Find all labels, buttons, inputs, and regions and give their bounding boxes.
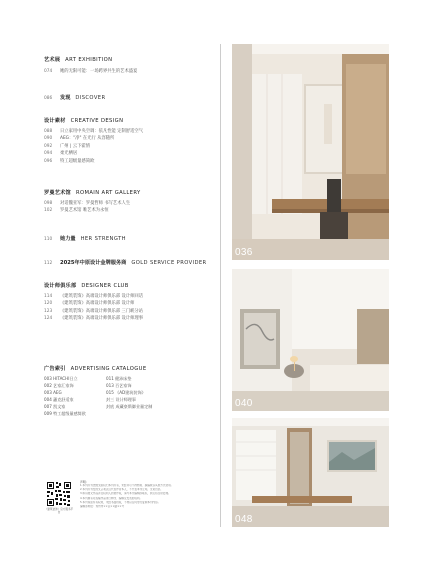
section-designer-club xyxy=(44,282,219,323)
ad-item[interactable]: 封底 成藏豪斯御业量定制 xyxy=(106,403,153,409)
qr-code[interactable] xyxy=(46,481,72,507)
section-her-strength[interactable] xyxy=(44,235,219,242)
entry-title: 特工超级量感简欧 xyxy=(60,158,95,164)
toc-entry[interactable] xyxy=(44,158,219,165)
ad-column-right xyxy=(106,376,152,411)
page-number-label: 036 xyxy=(235,247,253,258)
ad-column-left xyxy=(44,376,86,417)
entry-title: 柔光栖居 xyxy=(60,151,78,157)
interior-photo-image xyxy=(232,418,389,527)
section-discover[interactable] xyxy=(44,94,219,101)
page-number: 102 xyxy=(44,208,53,214)
section-title-cn: 她力量 xyxy=(60,236,76,242)
interior-photo-040[interactable] xyxy=(232,269,389,411)
section-creative-design xyxy=(44,117,219,165)
toc-entry[interactable] xyxy=(44,293,219,300)
section-art-exhibition xyxy=(44,56,219,75)
section-advertising-catalogue xyxy=(44,365,214,416)
page-number: 096 xyxy=(44,158,53,164)
page-number: 074 xyxy=(44,69,53,74)
section-title-en: GOLD SERVICE PROVIDER xyxy=(131,260,207,266)
section-title-en: DISCOVER xyxy=(75,95,106,101)
ad-item[interactable]: 013 百艺家饰 xyxy=(106,382,132,388)
ad-item[interactable]: 003 HITACHI日立 xyxy=(44,376,78,381)
statement-line: 5.本刊保留所有权利，未经书面授权，不得以任何形式复制本刊内容。 xyxy=(80,500,161,504)
page-number: 094 xyxy=(44,151,53,157)
page-number-label: 040 xyxy=(235,398,253,409)
page-number: 098 xyxy=(44,201,53,206)
toc-entry[interactable] xyxy=(44,315,219,322)
ad-item[interactable]: 009 特工超级量感简欧 xyxy=(44,410,86,416)
toc-entry[interactable] xyxy=(44,128,219,135)
toc-entry[interactable] xyxy=(44,207,219,214)
section-title xyxy=(44,365,214,372)
ad-item[interactable]: 封三 设计师理事 xyxy=(106,396,136,402)
interior-photo-image xyxy=(232,269,389,411)
ad-item[interactable]: 002 艺家汇家饰 xyxy=(44,382,74,388)
statement xyxy=(80,480,216,509)
page-number: 120 xyxy=(44,301,53,307)
entry-title: 广州 | 云下霍情 xyxy=(60,143,90,149)
interior-photo-036[interactable] xyxy=(232,44,389,260)
section-title-cn: 广告索引 xyxy=(44,366,66,372)
toc-entry[interactable] xyxy=(44,200,219,207)
section-title xyxy=(44,117,219,124)
interior-photo-image xyxy=(232,44,389,260)
page-number: 088 xyxy=(44,129,53,134)
section-title-cn: 设计师俱乐部 xyxy=(44,283,77,289)
statement-line: 3.如有图文作品涉及权利人的著作权，请与本刊编辑部联系，我们将及时处理。 xyxy=(80,492,171,496)
page-number: 110 xyxy=(44,237,53,242)
statement-title: 声明： xyxy=(80,480,89,484)
page-number: 123 xyxy=(44,308,53,314)
ad-item[interactable]: 003 AEG xyxy=(44,389,62,395)
entry-title: AEG："净" 在光行 从容随所 xyxy=(60,136,115,142)
column-divider xyxy=(220,44,221,527)
entry-title: 对话魏亚军：罗曼哲师 书写艺术人生 xyxy=(60,201,131,206)
ad-item[interactable]: 004 蕙克舒适家 xyxy=(44,396,74,402)
section-title-cn: 设计素材 xyxy=(44,118,66,124)
section-gold-service[interactable] xyxy=(44,259,219,266)
toc-entry[interactable] xyxy=(44,150,219,157)
page-number: 112 xyxy=(44,261,53,266)
section-title-en: ROMAIN ART GALLERY xyxy=(75,190,141,196)
entry-title: 《建筑装饰》高端设计师俱乐部 设计师回话 xyxy=(60,294,144,299)
page-number: 090 xyxy=(44,136,53,142)
section-title-cn: 艺术展 xyxy=(44,57,61,63)
page-number: 092 xyxy=(44,143,53,149)
section-title-cn: 2025年中原设计金牌服务商 xyxy=(60,260,127,266)
section-title xyxy=(44,56,219,63)
entry-title: 罗曼艺术馆 唯艺术为永恒 xyxy=(60,208,109,214)
page-number: 086 xyxy=(44,96,53,101)
entry-title: 《建筑装饰》高端设计师俱乐部 设计师 xyxy=(60,301,135,307)
section-title-en: HER STRENGTH xyxy=(80,236,126,242)
section-title-en: ART EXHIBITION xyxy=(65,57,113,63)
section-title-en: CREATIVE DESIGN xyxy=(70,118,124,124)
ad-item[interactable]: 011 健沛床垫 xyxy=(106,376,132,381)
statement-line: 4.本刊拥有对投稿作品进行修改、编辑及发表的权利。 xyxy=(80,496,143,500)
section-title-cn: 罗曼艺术馆 xyxy=(44,190,71,196)
toc-entry[interactable] xyxy=(44,300,219,307)
section-romain-gallery xyxy=(44,189,219,215)
entry-title: 《建筑装饰》高端设计师俱乐部 设计师理事 xyxy=(60,316,144,322)
toc-entry[interactable] xyxy=(44,308,219,315)
page-number-label: 048 xyxy=(235,514,253,525)
toc-entry[interactable] xyxy=(44,143,219,150)
statement-line: 编辑部地址：郑州市××区××路××号 xyxy=(80,505,125,509)
toc-entry[interactable] xyxy=(44,135,219,142)
entry-title: 她的无限可能：一场跨界共生的艺术盛宴 xyxy=(60,69,138,74)
section-title-cn: 发现 xyxy=(60,95,71,101)
qr-caption: 《建筑装饰》官方服务平台 xyxy=(44,508,74,515)
page-number: 114 xyxy=(44,294,53,299)
toc-entry[interactable] xyxy=(44,68,219,75)
entry-title: 《建筑装饰》高端设计师俱乐部 三门峡分站 xyxy=(60,308,144,314)
statement-line: 1.本刊所刊登图文版权归本刊所有，未经许可不得转载、摘编或以其他方式使用。 xyxy=(80,484,174,487)
section-title-en: DESIGNER CLUB xyxy=(81,283,129,289)
section-title-en: ADVERTISING CATALOGUE xyxy=(70,366,147,372)
entry-title: 日立家用中央空调：依凡性能 定制舒适空气 xyxy=(60,129,144,134)
qr-statement-block xyxy=(44,480,216,518)
ad-item[interactable]: 015 《AD建筑装饰》 xyxy=(106,389,146,395)
statement-line: 2.本刊所刊发的文章观点仅代表作者本人，不代表本刊立场，文责自负。 xyxy=(80,488,163,492)
page-number: 124 xyxy=(44,316,53,322)
interior-photo-048[interactable] xyxy=(232,418,389,527)
section-title xyxy=(44,282,219,289)
section-title xyxy=(44,189,219,196)
ad-item[interactable]: 007 凯文家 xyxy=(44,403,66,409)
